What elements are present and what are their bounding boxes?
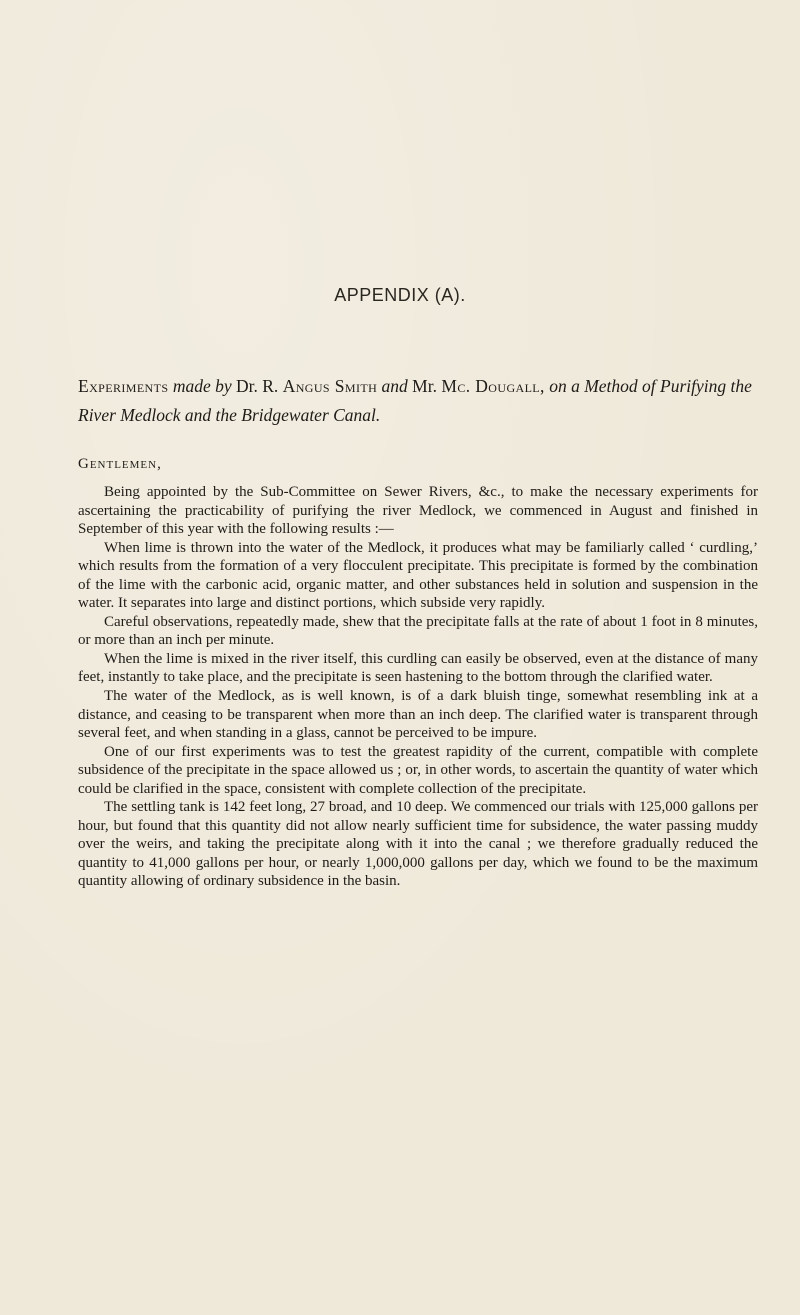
paragraph: When the lime is mixed in the river itself, this curdling can easily be observed, even at the distance of many feet, instantly to take place, and the precipitate is seen hastening to the bottom through the clarified water. <box>78 650 758 686</box>
heading-lead: Experiments <box>78 376 169 396</box>
paragraph: The settling tank is 142 feet long, 27 broad, and 10 deep. We commenced our trials with 125,000 gallons per hour, but found that this quantity did not allow nearly sufficient time for subsidence, the water passing muddy over the weirs, and taking the precipitate along with it into the canal ; we therefore gradually reduced the quantity to 41,000 gallons per hour, or nearly 1,000,000 gallons per day, which we found to be the maximum quantity allowing of ordinary subsidence in the basin. <box>78 799 758 890</box>
experiment-heading <box>78 372 758 430</box>
paragraph: Being appointed by the Sub-Committee on Sewer Rivers, &c., to make the necessary experiments for ascertaining the practicability of purifying the river Medlock, we commenced in August and finished in September of this year with the following results :— <box>78 484 758 538</box>
heading-dougall: Mc. Dougall, <box>441 376 545 396</box>
heading-method: Method of Purifying the River Medlock and the Bridgewater Canal. <box>78 376 752 425</box>
heading-on-a: on a <box>549 376 580 396</box>
appendix-title: APPENDIX (A). <box>334 285 466 305</box>
heading-dr: Dr. R. <box>236 376 279 396</box>
paragraph: One of our first experiments was to test the greatest rapidity of the current, compatible with complete subsidence of the precipitate in the space allowed us ; or, in other words, to ascertain the quantity of water which could be clarified in the space, consistent with complete collection of the precipitate. <box>78 743 758 797</box>
heading-and: and <box>381 376 408 396</box>
paragraph: When lime is thrown into the water of the Medlock, it produces what may be familiarly called ‘ curdling,’ which results from the formation of a very flocculent precipitate. This precipitate is formed by the combination of the lime with the carbonic acid, organic matter, and other substances held in solution and suspension in the water. It separates into large and distinct portions, which subside very rapidly. <box>78 539 758 612</box>
salutation: Gentlemen, <box>78 456 162 472</box>
heading-mr: Mr. <box>412 376 437 396</box>
paragraph: The water of the Medlock, as is well known, is of a dark bluish tinge, somewhat resembling ink at a distance, and ceasing to be transparent when more than an inch deep. The clarified water is transparent through several feet, and when standing in a glass, cannot be perceived to be impure. <box>78 688 758 742</box>
body-text <box>78 483 758 891</box>
paragraph: Careful observations, repeatedly made, shew that the precipitate falls at the rate of about 1 foot in 8 minutes, or more than an inch per minute. <box>78 613 758 649</box>
heading-smith: Angus Smith <box>282 376 378 396</box>
heading-made-by: made by <box>172 376 232 396</box>
